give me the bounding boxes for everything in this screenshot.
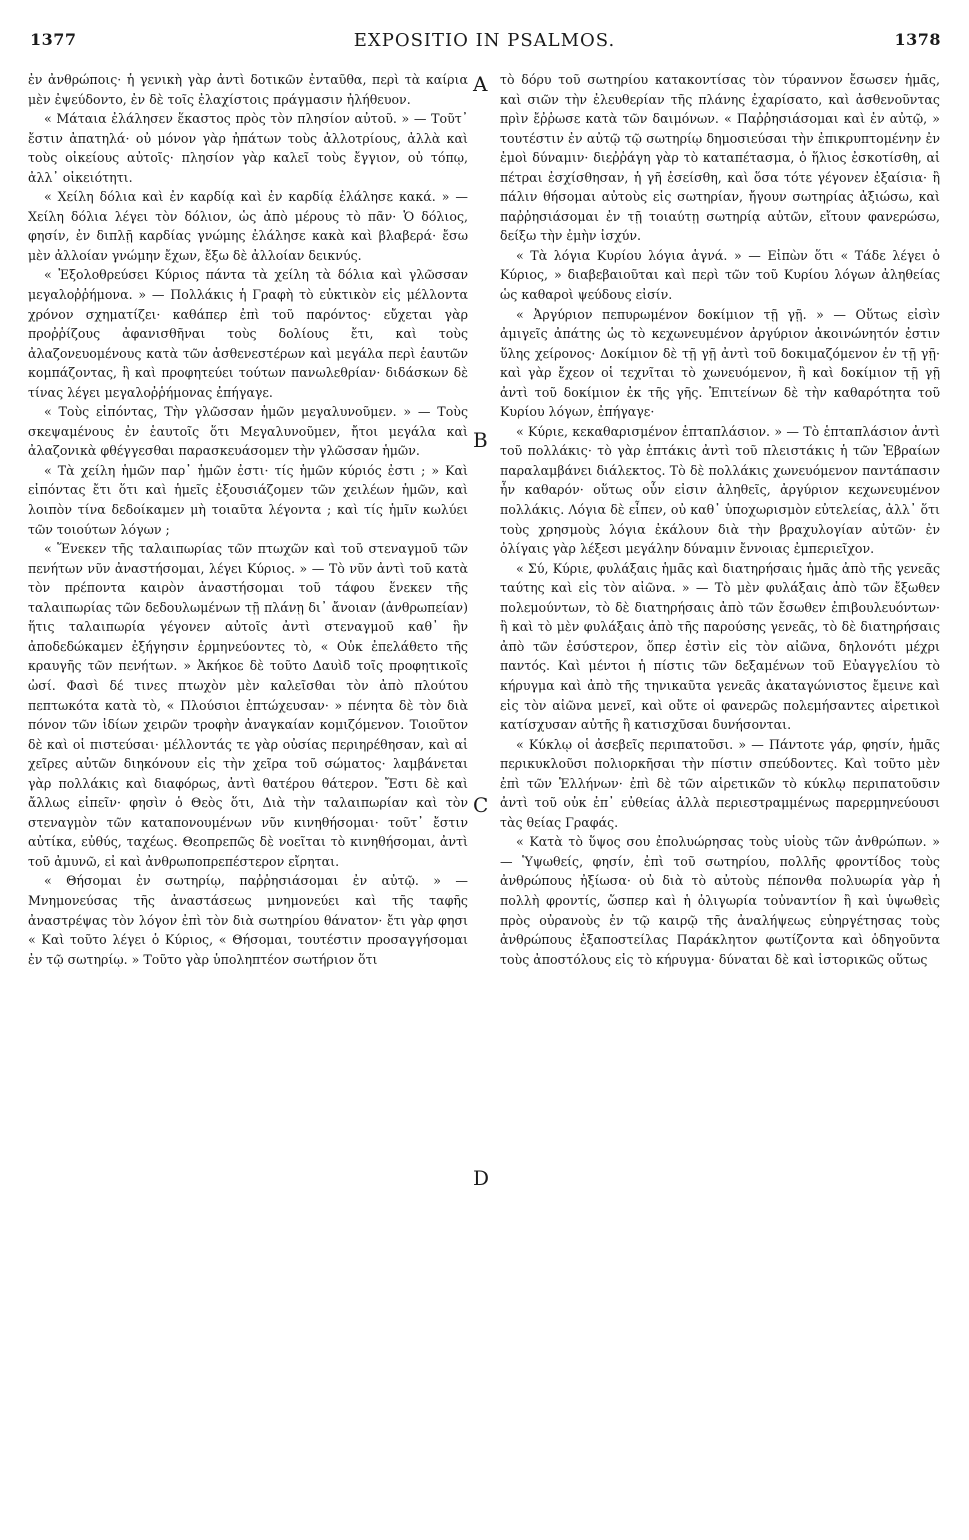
margin-marker-b: B (473, 428, 488, 452)
margin-marker-c: C (473, 793, 489, 817)
right-column-number: 1378 (894, 30, 941, 49)
left-column-paragraph: « Μάταια ἐλάλησεν ἕκαστος πρὸς τὸν πλησίον αὐτοῦ. » — Τοῦτ᾽ ἔστιν ἀπατηλά· οὐ μόνον γὰρ ἠπάτων τοὺς ἀλλοτρίους, ἀλλὰ καὶ τοὺς οἰκείους αὐτοῖς· πλησίον γὰρ καλεῖ τοὺς ἔγγιον, οὐ τόπῳ, ἀλλ᾽ οἰκειότητι. (28, 111, 468, 185)
running-title: EXPOSITIO IN PSALMOS. (353, 30, 616, 51)
left-column-paragraph: « Θήσομαι ἐν σωτηρίῳ, παῤῥησιάσομαι ἐν αὐτῷ. » — Μνημονεύσας τῆς ἀναστάσεως μνημονεύει καὶ τῆς ταφῆς ἀναστρέψας τὸν λόγον ἐπὶ τὸν διὰ σωτηρίου θάνατον· ἔτι γὰρ φησι « Καὶ τοῦτο λέγει ὁ Κύριος, « Θήσομαι, τουτέστιν προσαγγήσομαι ἐν τῷ σωτηρίῳ. » Τοῦτο γὰρ ὑποληπτέον σωτήριον ὅτι (28, 873, 468, 967)
margin-marker-d: D (473, 1166, 490, 1190)
left-column-paragraph: ἐν ἀνθρώποις· ἡ γενικὴ γὰρ ἀντὶ δοτικῶν ἐνταῦθα, περὶ τὰ καίρια μὲν ἐψεύδοντο, ἐν δὲ τοῖς ἐλαχίστοις πράγμασιν ἠλήθευον. (28, 72, 468, 107)
left-column-paragraph: « Τοὺς εἰπόντας, Τὴν γλῶσσαν ἡμῶν μεγαλυνοῦμεν. » — Τοὺς σκεψαμένους ἐν ἑαυτοῖς ὅτι Μεγαλυνοῦμεν, ἤτοι μεγάλα καὶ ἀλαζονικὰ φθέγγεσθαι παρασκευάσομεν τὴν γλῶσσαν ἡμῶν. (28, 404, 468, 459)
right-column-paragraph: « Κύριε, κεκαθαρισμένον ἑπταπλάσιον. » — Τὸ ἑπταπλάσιον ἀντὶ τοῦ πολλάκις· τὸ γὰρ ἑπτάκις ἀντὶ τοῦ πλειστάκις ἡ τῶν Ἑβραίων παραλαμβάνει διάλεκτος. Τὸ δὲ πολλάκις χωνευόμενον παντάπασιν ἦν καθαρόν· οὕτως οὖν εἰσιν ἀληθεῖς, ἀργύριον κεχωνευμένον πολλάκις. Λόγια δὲ εἶπεν, οὐ καθ᾽ ὑποχωρισμὸν εὐτελείας, ἀλλ᾽ ὅτι τοὺς χρησμοὺς λόγια ἐκάλουν διὰ τὴν βραχυλογίαν αὐτῶν· ἐν ὀλίγαις γὰρ λέξεσι μεγάλην δύναμιν ἔννοιας ἐμπεριεῖχον. (500, 423, 940, 557)
right-column-paragraph: « Σύ, Κύριε, φυλάξαις ἡμᾶς καὶ διατηρήσαις ἡμᾶς ἀπὸ τῆς γενεᾶς ταύτης καὶ εἰς τὸν αἰῶνα. » — Τὸ μὲν φυλάξαις ἀπὸ τῶν ἔξωθεν πολεμούντων, τὸ δὲ διατηρήσαις ἀπὸ τῶν ἔσωθεν ἐπιβουλευόντων· ἢ καὶ τὸ μὲν φυλάξαις ἀπὸ τῆς παρούσης γενεᾶς, τὸ δὲ διατηρήσαις ἀπὸ τῶν ἐσύστερον, ὅπερ ἐστὶν εἰς τὸν αἰῶνα, δηλονότι μέχρι παντός. Καὶ μέντοι ἡ πίστις τῶν δεξαμένων τοῦ Εὐαγγελίου τὸ κήρυγμα καὶ ἀπὸ τῆς τηνικαῦτα γενεᾶς ἀκαταγώνιστος ἔμεινε καὶ εἰς τὸν αἰῶνα μενεῖ, καὶ οὔτε οἱ φανερῶς πολεμήσαντες αἱρετικοὶ κατίσχυσαν αὐτῆς ἢ κατισχῦσαι δυνήσονται. (500, 560, 940, 733)
right-column-paragraph: « Κατὰ τὸ ὕψος σου ἐπολυώρησας τοὺς υἱοὺς τῶν ἀνθρώπων. » — Ὑψωθείς, φησίν, ἐπὶ τοῦ σωτηρίου, πολλῆς φροντίδος τοὺς ἀνθρώπους ἠξίωσα· οὐ διὰ τὸ αὐτοὺς πέπονθα πολυωρία γὰρ ἡ πολλὴ φροντίς, ὥσπερ καὶ ἡ ὀλιγωρία τοὐναντίον ἢ καὶ ὑψωθεὶς πρὸς οὐρανοὺς ἐν τῷ καιρῷ τῆς ἀναλήψεως εὐηργέτησας τοὺς ἀνθρώπους ἐξαποστείλας Παράκλητον φωτίζοντα καὶ ὁδηγοῦντα τοὺς ἀποστόλους εἰς τὸ κήρυγμα· δύναται δὲ καὶ ἱστορικῶς οὕτως (500, 834, 940, 967)
right-column-paragraph: « Ἀργύριον πεπυρωμένον δοκίμιον τῇ γῇ. » — Οὕτως εἰσὶν ἀμιγεῖς ἀπάτης ὡς τὸ κεχωνευμένον ἀργύριον ἀκοινώνητόν ἐστιν ὕλης χείρονος· Δοκίμιον δὲ τῇ γῇ ἀντὶ τοῦ δοκιμαζόμενον ἐν τῇ γῇ· καὶ γὰρ ἔχεον οἱ τεχνῖται τὸ χωνευόμενον, ἢ καὶ δοκίμιον τῇ γῇ ἀντὶ τοῦ δοκίμιον ἐκ τῆς γῆς. Ἐπιτείνων δὲ τὴν καθαρότητα τοῦ Κυρίου λόγων, ἐπήγαγε· (500, 306, 940, 420)
right-column-paragraph: τὸ δόρυ τοῦ σωτηρίου κατακοντίσας τὸν τύραννον ἔσωσεν ἡμᾶς, καὶ σιῶν τὴν ἐλευθερίαν τῆς πλάνης ἐχαρίσατο, καὶ ἀσθενοῦντας πρὶν ἔῤῥωσε κατὰ τῶν δαιμόνων. « Παῤῥησιάσομαι καὶ ἐν αὐτῷ, » τουτέστιν ἐν αὐτῷ τῷ σωτηρίῳ δημοσιεύσαι τὴν ἐπικρυπτομένην ἐν ἐμοὶ δύναμιν· διεῤῥάγη γὰρ τὸ καταπέτασμα, ὁ ἥλιος ἐσκοτίσθη, αἱ πέτραι ἐσχίσθησαν, ἡ γῆ ἐσείσθη, καὶ ὅσα τότε γέγονεν ἐξαίσια· ἢ πάλιν θήσομαι αὐτοὺς εἰς σωτηρίαν, ἤγουν σωτηρίας ἀξιώσω, καὶ παῤῥησιάσομαι ἐν τῇ τοιαύτῃ σωτηρίᾳ αὐτῶν, εἴτουν φανερώσω, δείξω τὴν ἐμὴν ἰσχύν. (500, 72, 940, 244)
right-column-paragraph: « Κύκλῳ οἱ ἀσεβεῖς περιπατοῦσι. » — Πάντοτε γάρ, φησίν, ἡμᾶς περικυκλοῦσι πολιορκῆσαι τὴν πίστιν σπεύδοντες. Καὶ τοῦτο μὲν ἐπὶ τῶν Ἑλλήνων· ἐπὶ δὲ τῶν αἱρετικῶν τὸ κύκλῳ περιπατοῦσιν ἀντὶ τοῦ οὐκ ἐπ᾽ εὐθείας ἀλλὰ περιεστραμμένως παρερμηνεύουσι τὰς θείας Γραφάς. (500, 736, 940, 830)
left-column-paragraph: « Χείλη δόλια καὶ ἐν καρδίᾳ καὶ ἐν καρδίᾳ ἐλάλησε κακά. » — Χείλη δόλια λέγει τὸν δόλιον, ὡς ἀπὸ μέρους τὸ πᾶν· Ὁ δόλιος, φησίν, ἐν διπλῇ καρδίας γνώμης ἐλάλησε κακὰ καὶ βλαβερά· ἔσω μὲν ἀλλοίαν γνώμην ἔχων, ἔξω δὲ ἀλλοίαν δεικνύς. (28, 189, 468, 263)
left-column-number: 1377 (30, 30, 77, 49)
left-column-paragraph: « Τὰ χείλη ἡμῶν παρ᾽ ἡμῶν ἐστι· τίς ἡμῶν κύριός ἐστι ; » Καὶ εἰπόντας ἔτι ὅτι καὶ ἡμεῖς ἐξουσιάζομεν τῶν χειλέων ἡμῶν, καὶ λοιπὸν τίνα δεδοίκαμεν μὴ τοιαῦτα λέγοντα ; καὶ τίς ἡμῖν κωλύει τῶν τοιούτων λόγων ; (28, 462, 468, 537)
left-column (28, 70, 468, 969)
left-column-paragraph: « Ἐξολοθρεύσει Κύριος πάντα τὰ χείλη τὰ δόλια καὶ γλῶσσαν μεγαλοῤῥήμονα. » — Πολλάκις ἡ Γραφὴ τὸ εὐκτικὸν εἰς μέλλοντα χρόνον σχηματίζει· καθάπερ ἐπὶ τοῦ παρόντος· εὔχεται γὰρ προῤῥίζους ἀφανισθῆναι τοὺς δολίους ἔτι, καὶ τοὺς ἀλαζονευομένους κατὰ τῶν ἀσθενεστέρων καὶ μεγάλα περὶ ἑαυτῶν κομπάζοντας, ἢ καὶ προφητεύει τούτων πανωλεθρίαν· διδάσκων δὲ τίνας λέγει μεγαλοῤῥήμονας ἐπήγαγε. (28, 267, 468, 400)
margin-marker-a: A (473, 72, 488, 96)
right-column (500, 70, 940, 969)
right-column-paragraph: « Τὰ λόγια Κυρίου λόγια ἁγνά. » — Εἰπὼν ὅτι « Τάδε λέγει ὁ Κύριος, » διαβεβαιοῦται καὶ περὶ τῶν τοῦ Κυρίου λόγων ἀληθείας ὡς καθαροὶ ψεύδους εἰσίν. (500, 247, 940, 303)
left-column-paragraph: « Ἕνεκεν τῆς ταλαιπωρίας τῶν πτωχῶν καὶ τοῦ στεναγμοῦ τῶν πενήτων νῦν ἀναστήσομαι, λέγει Κύριος. » — Τὸ νῦν ἀντὶ τοῦ κατὰ τὸν πρέποντα καιρὸν ἀναστήσομαι τοῦ τάφου ἕνεκεν τῆς ταλαιπωρίας τῶν δεδουλωμένων τῇ πλάνῃ δι᾽ ἄνοιαν (ἀνθρωπείαν) ἥτις ταλαιπωρία γέγονεν αὐτοῖς ἀντὶ στεναγμοῦ καθ᾽ ἣν ἀποδεδώκαμεν ἐξήγησιν ἑρμηνεύοντες τὸ, « Οὐκ ἐπελάθετο τῆς κραυγῆς τῶν πενήτων. » Ἀκήκοε δὲ τοῦτο Δαυὶδ τοῖς προφητικοῖς ὠσί. Φασὶ δέ τινες πτωχὸν μὲν καλεῖσθαι τὸν ἀπὸ πλούτου πεπτωκότα κατὰ τὸ, « Πλούσιοι ἐπτώχευσαν· » πένητα δὲ τὸν διὰ πόνον τῶν ἰδίων χειρῶν τροφὴν ἀναγκαίαν κομιζόμενον. Τοιοῦτον δὲ καὶ οἱ πιστεύσαι· μέλλοντάς τε γὰρ οὐσίας περιηρέθησαν, καὶ αἱ χεῖρες αὐτῶν διηκόνουν εἰς τὴν χεῖρα τοῦ σώματος· λαμβάνεται γὰρ πολλάκις καὶ διαφόρως, ἀντὶ θατέρου θάτερον. Ἔστι δὲ καὶ ἄλλως εἰπεῖν· φησὶν ὁ Θεὸς ὅτι, Διὰ τὴν ταλαιπωρίαν καὶ τὸν στεναγμὸν τῶν καταπονουμένων νῦν κινηθήσομαι· τοῦτ᾽ ἔστιν αὐτίκα, εὐθύς, ταχέως. Θεοπρεπῶς δὲ νοεῖται τὸ κινηθήσομαι, ἀντὶ τοῦ ἀμυνῶ, εἰ καὶ ἀνθρωποπρεπέστερον εἴρηται. (28, 541, 468, 869)
page-header (0, 0, 969, 60)
